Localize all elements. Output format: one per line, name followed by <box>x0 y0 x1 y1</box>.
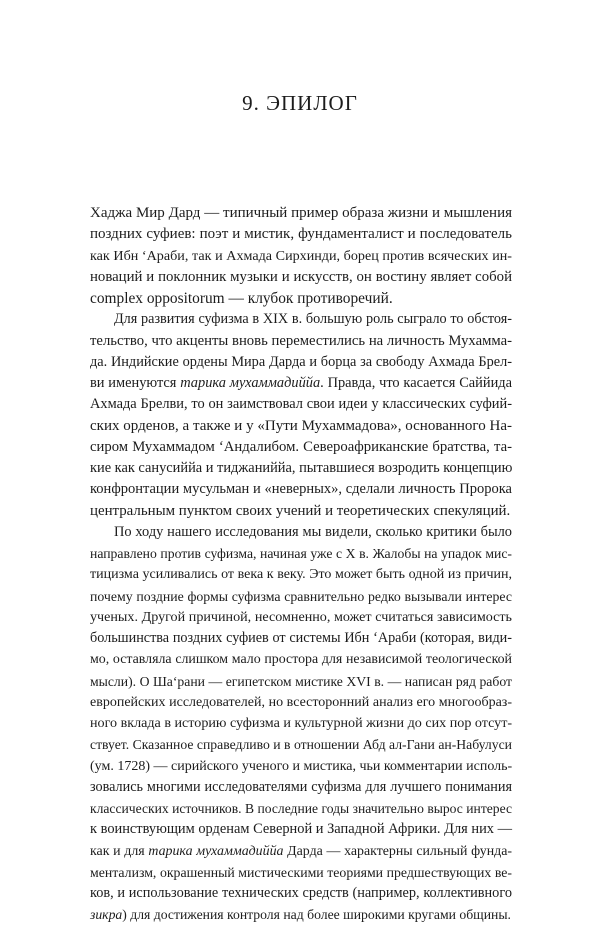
text-line: классических источников. В последние годы значительно вырос интерес <box>90 801 512 816</box>
text-segment: . Правда, что касается Саййида <box>320 375 512 391</box>
italic-term: тарика мухаммадиййа <box>148 843 284 859</box>
text-line: зовались многими исследователями суфизма для лучшего понимания <box>90 778 512 795</box>
text-line: да. Индийские ордены Мира Дарда и борца за свободу Ахмада Брел- <box>90 353 512 370</box>
text-line: мысли). О Шаʻрани — египетском мистике XVI в. — написан ряд работ <box>90 673 512 689</box>
text-line: европейских исследователей, но всесторонний анализ его многообраз- <box>90 694 512 710</box>
text-line: (ум. 1728) — сирийского ученого и мистика, чьи комментарии исполь- <box>90 758 513 774</box>
text-line: тицизма усиливались от века к веку. Это может быть одной из причин, <box>90 567 512 583</box>
text-line <box>90 904 512 925</box>
italic-term: тарика мухаммадиййа <box>180 375 321 391</box>
text-line: ствует. Сказанное справедливо и в отношении Абд ал-Гани ан-Набулуси <box>90 737 512 753</box>
text-line: ментализм, окрашенный мистическими теориями предшествующих ве- <box>90 864 512 880</box>
text-line: конфронтации мусульман и «неверных», сделали личность Пророка <box>90 481 512 498</box>
text-line: большинства поздних суфиев от системы Ибн ʻАраби (которая, види- <box>90 630 512 646</box>
text-line: Для развития суфизма в XIX в. большую роль сыграло то обстоя- <box>114 311 512 328</box>
text-line: к воинствующим орденам Северной и Западной Африки. Для них — <box>90 821 512 838</box>
text-line: ученых. Другой причиной, несомненно, может считаться зависимость <box>90 608 512 625</box>
text-line <box>90 373 512 394</box>
text-line: направлено против суфизма, начиная уже с X в. Жалобы на упадок мис- <box>90 546 512 561</box>
text-line: почему поздние формы суфизма сравнительно редко вызывали интерес <box>90 588 512 604</box>
text-line: ков, и использование технических средств (например, коллективного <box>90 885 512 901</box>
text-line: complex oppositorum — клубок противоречий. <box>90 290 393 307</box>
paragraph <box>90 203 512 309</box>
chapter-title: 9. ЭПИЛОГ <box>242 91 358 115</box>
italic-term: зикра <box>90 907 123 923</box>
text-line: новаций и поклонник музыки и искусств, он востину являет собой <box>90 268 512 285</box>
body-text <box>90 203 512 926</box>
text-line: центральным пунктом своих учений и теоретических спекуляций. <box>90 502 511 519</box>
text-segment: ) для достижения контроля над более широкими кругами общины. <box>122 907 511 923</box>
text-line: как Ибн ʻАраби, так и Ахмада Сирхинди, борец против всяческих ин- <box>90 247 512 264</box>
text-segment: Дарда — характерны сильный фунда- <box>283 843 512 859</box>
text-line: Ахмада Брелви, то он заимствовал свои идеи у классических суфий- <box>90 396 512 413</box>
text-line: ного вклада в историю суфизма и культурной жизни до сих пор отсут- <box>90 715 513 731</box>
text-line: кие как санусиййа и тиджаниййа, пытавшиеся возродить концепцию <box>90 460 513 476</box>
text-line: тельство, что акценты вновь переместились на личность Мухамма- <box>90 332 512 349</box>
paragraph <box>90 309 512 522</box>
text-segment: ви именуются <box>90 375 181 391</box>
paragraph <box>90 522 512 926</box>
text-segment: как и для <box>90 843 149 859</box>
text-line: ских орденов, а также и у «Пути Мухаммадова», основанного На- <box>90 417 512 434</box>
text-line <box>90 841 512 862</box>
text-line: сиром Мухаммадом ʻАндалибом. Североафриканские братства, та- <box>90 438 512 455</box>
text-line: Хаджа Мир Дард — типичный пример образа жизни и мышления <box>90 205 512 221</box>
text-line: По ходу нашего исследования мы видели, сколько критики было <box>114 523 512 540</box>
text-line: мо, оставляла слишком мало простора для независимой теологической <box>90 652 512 668</box>
text-line: поздних суфиев: поэт и мистик, фундаменталист и последователь <box>90 226 512 243</box>
